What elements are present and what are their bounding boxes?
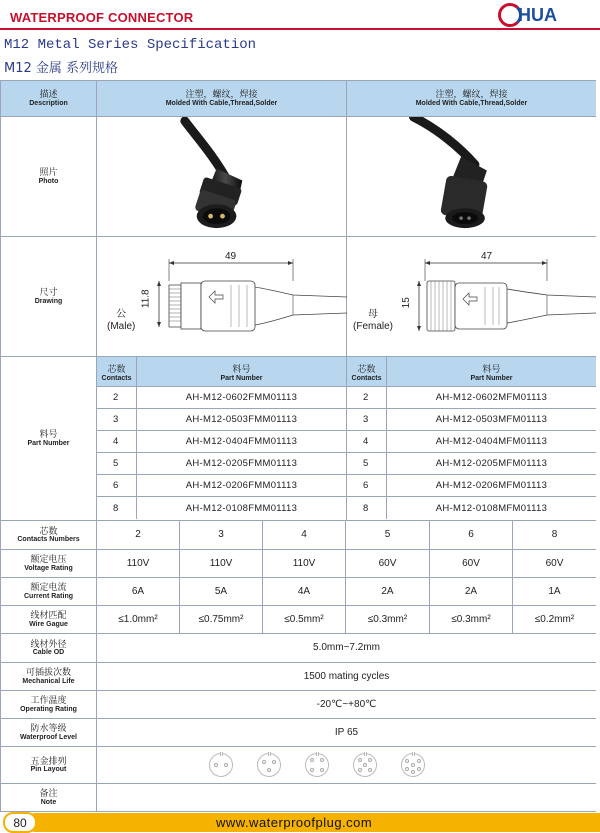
contacts-value: 8 [551, 529, 558, 541]
current-value: 4A [263, 578, 346, 605]
pn-contacts: 3 [97, 409, 137, 430]
pn-contacts: 8 [347, 497, 387, 519]
drawing-label-en: Drawing [34, 297, 63, 305]
voltage-value: 110V [97, 550, 180, 577]
male-label [107, 309, 135, 333]
table-row [347, 475, 596, 497]
current-value: 2A [346, 578, 430, 605]
contacts-label-cn: 芯数 [39, 525, 58, 536]
pn-contacts-cn: 芯数 [107, 363, 126, 374]
voltage-label-cn: 额定电压 [30, 554, 67, 565]
op-rating-row [0, 691, 596, 719]
note-row [0, 784, 596, 812]
female-connector-photo [347, 117, 596, 236]
pin-layout-label [0, 747, 97, 783]
pn-contacts-cn: 芯数 [357, 363, 376, 374]
pn-value: AH-M12-0205MFM01113 [435, 458, 548, 469]
male-label-cn: 公 [116, 309, 127, 320]
voltage-value: 110V [263, 550, 346, 577]
pn-contacts: 6 [97, 475, 137, 496]
table-row [97, 453, 346, 475]
wire-value: ≤0.3mm² [346, 606, 430, 633]
pn-contacts: 8 [97, 497, 137, 519]
female-length-dimension: 47 [481, 251, 493, 262]
table-row [347, 409, 596, 431]
voltage-label [0, 550, 97, 577]
page-number: 80 [3, 812, 37, 833]
pin-layout-6-icon [401, 753, 425, 777]
male-label-en: (Male) [107, 321, 136, 332]
current-value: 1A [548, 585, 561, 597]
pn-value: AH-M12-0206MFM01113 [435, 480, 548, 491]
photo-label-en: Photo [38, 177, 59, 185]
pn-contacts-en: Contacts [351, 374, 382, 382]
op-rating-label [0, 691, 97, 718]
table-row [97, 387, 346, 409]
website-link[interactable]: www.waterproofplug.com [216, 815, 373, 830]
pin-layout-4-icon [305, 753, 329, 777]
spec-title-en: M12 Metal Series Specification [4, 37, 257, 53]
voltage-row [0, 550, 596, 578]
waterproof-label-en: Waterproof Level [20, 733, 77, 741]
column-male-header [97, 81, 347, 116]
note-label-cn: 备注 [39, 788, 58, 799]
photo-row [0, 117, 596, 237]
voltage-value: 60V [346, 550, 430, 577]
logo-text: HUA [518, 5, 557, 25]
pin-layout-5-icon [353, 753, 377, 777]
pn-contacts: 5 [97, 453, 137, 474]
female-drawing [347, 237, 596, 357]
wire-value: ≤0.5mm² [263, 606, 346, 633]
category-title: WATERPROOF CONNECTOR [10, 10, 194, 25]
pin-layout-2-icon [209, 753, 233, 777]
note-label [0, 784, 97, 811]
pn-part-en: Part Number [470, 374, 513, 382]
current-label [0, 578, 97, 605]
description-label [0, 81, 97, 116]
pin-layout-row [0, 747, 596, 784]
wire-label [0, 606, 97, 633]
male-part-numbers [97, 357, 347, 520]
wire-value: ≤0.3mm² [430, 606, 513, 633]
mech-life-label-cn: 可插拔次数 [25, 667, 71, 678]
part-number-label-en: Part Number [27, 439, 70, 447]
contacts-value: 3 [180, 521, 263, 549]
contacts-row [0, 521, 596, 550]
pn-contacts: 5 [347, 453, 387, 474]
male-drawing-cell [97, 237, 347, 356]
pn-value: AH-M12-0108MFM01113 [435, 502, 548, 514]
mech-life-label-en: Mechanical Life [22, 677, 75, 685]
spec-table [0, 80, 596, 812]
pn-value: AH-M12-0404MFM01113 [435, 436, 548, 447]
table-row [97, 431, 346, 453]
male-drawing [97, 237, 347, 357]
voltage-value: 110V [180, 550, 263, 577]
male-pn-header [97, 357, 346, 387]
wire-value: ≤0.75mm² [180, 606, 263, 633]
wire-value: ≤0.2mm² [534, 613, 575, 625]
cable-od-label-en: Cable OD [32, 649, 65, 657]
current-label-en: Current Rating [24, 592, 73, 600]
note-value [97, 784, 596, 811]
pn-part-cn: 料号 [232, 363, 251, 374]
column-female-header [347, 81, 596, 116]
op-rating-label-cn: 工作温度 [30, 695, 67, 706]
female-photo-cell [347, 117, 596, 236]
male-photo-cell [97, 117, 347, 236]
female-label-cn: 母 [368, 309, 378, 320]
mech-life-row [0, 663, 596, 691]
current-label-cn: 额定电流 [30, 582, 67, 593]
pn-part-cn: 料号 [482, 363, 501, 374]
company-logo [498, 2, 590, 28]
pn-contacts-en: Contacts [101, 374, 132, 382]
current-value: 6A [97, 578, 180, 605]
current-value: 5A [180, 578, 263, 605]
spec-title-cn: M12 金属 系列规格 [4, 61, 119, 76]
note-label-en: Note [40, 798, 57, 806]
table-row [97, 497, 346, 519]
table-row [347, 453, 596, 475]
female-label-en: (Female) [353, 321, 394, 332]
pin-layout-3-icon [257, 753, 281, 777]
male-height-dimension: 11.8 [140, 289, 152, 309]
pn-value: AH-M12-0602MFM01113 [435, 392, 548, 403]
contacts-label-en: Contacts Numbers [17, 536, 80, 544]
mech-life-label [0, 663, 97, 690]
page-footer [0, 812, 600, 833]
pin-layout-label-en: Pin Layout [30, 766, 67, 774]
voltage-value: 60V [430, 550, 513, 577]
wire-label-en: Wire Gague [29, 620, 68, 628]
pn-part-en: Part Number [220, 374, 263, 382]
part-number-label [0, 357, 97, 520]
contacts-value: 2 [97, 521, 180, 549]
male-connector-photo [97, 117, 346, 236]
male-length-dimension: 49 [225, 251, 237, 262]
female-drawing-cell [347, 237, 596, 356]
part-number-label-cn: 料号 [39, 429, 58, 440]
female-part-numbers [347, 357, 596, 520]
pn-value: AH-M12-0205FMM01113 [185, 458, 298, 469]
pn-value: AH-M12-0108FMM01113 [185, 502, 298, 514]
pn-value: AH-M12-0503FMM01113 [185, 414, 298, 425]
cable-od-label-cn: 线材外径 [30, 638, 67, 649]
wire-value: ≤1.0mm² [97, 606, 180, 633]
voltage-label-en: Voltage Rating [24, 564, 73, 572]
waterproof-label [0, 719, 97, 746]
table-row [347, 431, 596, 453]
column-male-cn: 注塑，螺纹，焊接 [185, 89, 258, 100]
voltage-value: 60V [545, 557, 564, 569]
header-divider [0, 28, 600, 30]
drawing-row [0, 237, 596, 357]
top-header [0, 0, 600, 33]
drawing-label [0, 237, 97, 356]
pn-value: AH-M12-0602FMM01113 [185, 392, 298, 403]
waterproof-value: IP 65 [334, 726, 359, 738]
description-row [0, 81, 596, 117]
cable-od-row [0, 634, 596, 663]
table-row [347, 497, 596, 519]
wire-label-cn: 线材匹配 [30, 610, 67, 621]
pn-contacts: 6 [347, 475, 387, 496]
table-row [97, 409, 346, 431]
cable-od-label [0, 634, 97, 662]
pn-contacts: 4 [347, 431, 387, 452]
op-rating-value: -20℃~+80℃ [316, 698, 377, 710]
waterproof-label-cn: 防水等级 [30, 723, 67, 734]
current-row [0, 578, 596, 606]
column-male-en: Molded With Cable,Thread,Solder [165, 99, 278, 107]
female-label [353, 309, 393, 333]
contacts-label [0, 521, 97, 549]
table-row [347, 387, 596, 409]
table-row [97, 475, 346, 497]
current-value: 2A [430, 578, 513, 605]
pn-contacts: 2 [97, 387, 137, 408]
wire-row [0, 606, 596, 634]
description-label-cn: 描述 [39, 89, 58, 100]
pn-contacts: 2 [347, 387, 387, 408]
cable-od-value: 5.0mm~7.2mm [313, 642, 380, 654]
drawing-label-cn: 尺寸 [39, 287, 58, 298]
female-height-dimension: 15 [400, 297, 412, 309]
part-number-row [0, 357, 596, 521]
pn-value: AH-M12-0503MFM01113 [435, 414, 548, 425]
photo-label [0, 117, 97, 236]
mech-life-value: 1500 mating cycles [303, 670, 390, 682]
pn-value: AH-M12-0206FMM01113 [185, 480, 298, 491]
pn-contacts: 3 [347, 409, 387, 430]
contacts-value: 6 [430, 521, 513, 549]
column-female-en: Molded With Cable,Thread,Solder [415, 99, 528, 107]
contacts-value: 4 [263, 521, 346, 549]
pin-layout-icons [97, 747, 596, 783]
photo-label-cn: 照片 [39, 167, 58, 178]
pin-layout-label-cn: 五金排列 [30, 755, 67, 766]
pn-value: AH-M12-0404FMM01113 [185, 436, 298, 447]
waterproof-row [0, 719, 596, 747]
column-female-cn: 注塑，螺纹，焊接 [435, 89, 508, 100]
pn-contacts: 4 [97, 431, 137, 452]
op-rating-label-en: Operating Rating [20, 705, 77, 713]
description-label-en: Description [29, 99, 68, 107]
female-pn-header [347, 357, 596, 387]
contacts-value: 5 [346, 521, 430, 549]
